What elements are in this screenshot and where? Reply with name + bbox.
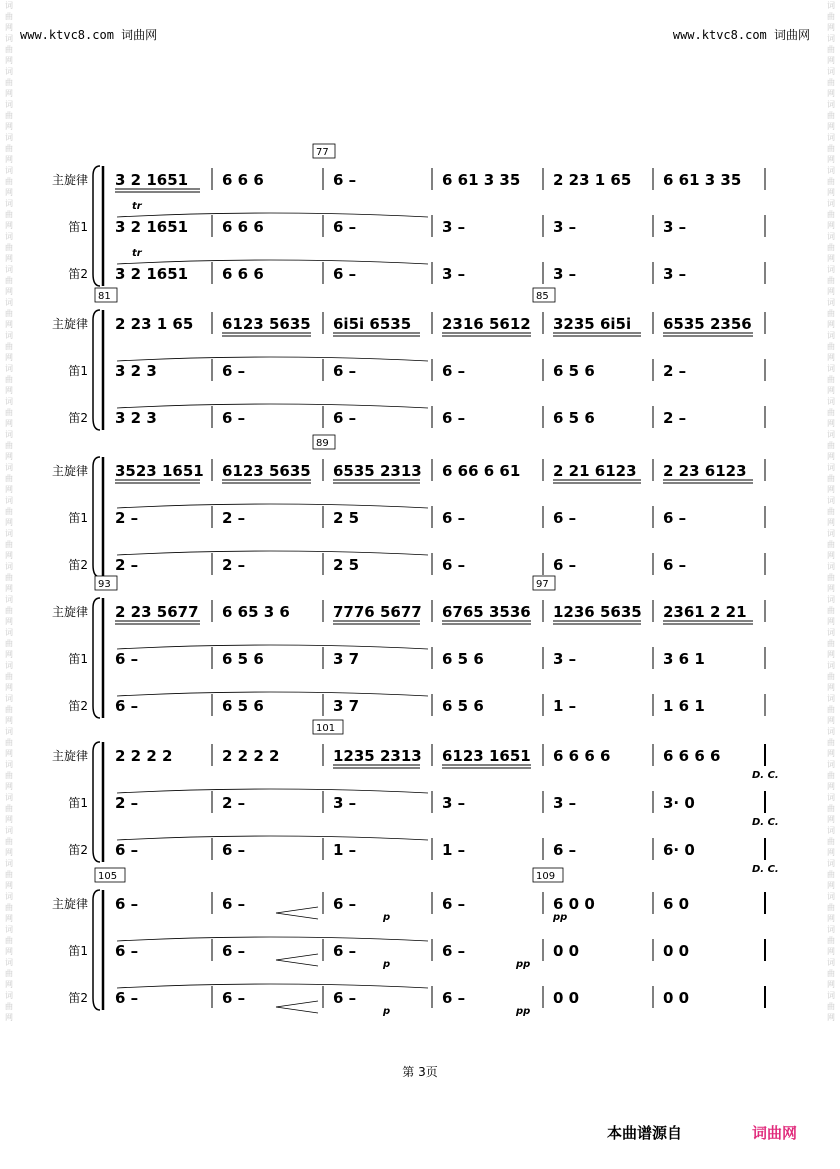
measure-notes: 2 –	[222, 794, 246, 812]
rehearsal-number: 105	[98, 871, 118, 882]
part-label: 笛1	[68, 220, 88, 234]
measure-notes: 6 6 6	[222, 265, 264, 283]
measure-notes: 6 –	[115, 650, 139, 668]
measure-notes: 3 –	[442, 265, 466, 283]
tie-curve	[117, 504, 428, 508]
measure-notes: 6 65 3 6	[222, 603, 290, 621]
tie-curve	[117, 937, 428, 941]
measure-notes: 2 23 1 65	[553, 171, 632, 189]
rehearsal-number: 109	[536, 871, 556, 882]
measure-notes: 2 2 2 2	[115, 747, 173, 765]
measure-notes: 6535 2356	[663, 315, 752, 333]
measure-notes: 2 –	[663, 362, 687, 380]
measure-notes: 3 7	[333, 650, 360, 668]
dynamic-p: p	[383, 959, 391, 970]
measure-notes: 6 –	[442, 509, 466, 527]
part-label: 主旋律	[51, 464, 88, 478]
part-label: 主旋律	[51, 605, 88, 619]
measure-notes: 6 –	[442, 556, 466, 574]
tie-curve	[117, 984, 428, 988]
measure-notes: 6 –	[442, 942, 466, 960]
measure-notes: 2 21 6123	[553, 462, 637, 480]
measure-notes: 6535 2313	[333, 462, 422, 480]
part-label: 笛1	[68, 796, 88, 810]
measure-notes: 1 6 1	[663, 697, 705, 715]
rehearsal-number: 93	[98, 579, 111, 590]
measure-notes: 3523 1651	[115, 462, 204, 480]
measure-notes: 6 5 6	[222, 697, 264, 715]
trill-mark: tr	[132, 201, 142, 212]
measure-notes: 0 0	[663, 942, 690, 960]
part-label: 主旋律	[51, 173, 88, 187]
crescendo-line	[276, 907, 318, 913]
tie-curve	[117, 551, 428, 555]
page-number: 第 3页	[402, 1065, 438, 1079]
measure-notes: 2 23 1 65	[115, 315, 194, 333]
dc-marking: D. C.	[752, 864, 779, 875]
measure-notes: 3 2 3	[115, 362, 157, 380]
measure-notes: 6 –	[553, 556, 577, 574]
measure-notes: 6 –	[442, 895, 466, 913]
measure-notes: 6123 1651	[442, 747, 531, 765]
measure-notes: 1 –	[442, 841, 466, 859]
measure-notes: 6 –	[553, 841, 577, 859]
measure-notes: 6 6 6	[222, 171, 264, 189]
measure-notes: 6 0 0	[553, 895, 595, 913]
measure-notes: 3 2 1651	[115, 171, 189, 189]
dc-marking: D. C.	[752, 817, 779, 828]
part-label: 笛1	[68, 511, 88, 525]
footer-brand-link[interactable]: 词曲网	[752, 1124, 798, 1142]
measure-notes: 6 –	[222, 942, 246, 960]
rehearsal-number: 81	[98, 291, 111, 302]
measure-notes: 1 –	[333, 841, 357, 859]
system-bracket	[93, 166, 100, 286]
measure-notes: 6 –	[222, 895, 246, 913]
trill-mark: tr	[132, 248, 142, 259]
rehearsal-number: 85	[536, 291, 549, 302]
measure-notes: 2 –	[222, 556, 246, 574]
crescendo-line	[276, 954, 318, 960]
measure-notes: 3 –	[333, 794, 357, 812]
measure-notes: 2361 2 21	[663, 603, 747, 621]
measure-notes: 6 5 6	[553, 362, 595, 380]
measure-notes: 7776 5677	[333, 603, 422, 621]
measure-notes: 0 0	[553, 989, 580, 1007]
measure-notes: 6 –	[442, 409, 466, 427]
measure-notes: 6 6 6	[222, 218, 264, 236]
measure-notes: 3 2 1651	[115, 265, 189, 283]
measure-notes: 6 –	[222, 409, 246, 427]
rehearsal-number: 97	[536, 579, 549, 590]
measure-notes: 6 –	[115, 697, 139, 715]
measure-notes: 3 –	[442, 794, 466, 812]
measure-notes: 6 –	[333, 265, 357, 283]
system-bracket	[93, 457, 100, 577]
measure-notes: 6 –	[333, 989, 357, 1007]
part-label: 笛1	[68, 652, 88, 666]
measure-notes: 6 –	[553, 509, 577, 527]
tie-curve	[117, 404, 428, 408]
rehearsal-number: 89	[316, 438, 329, 449]
measure-notes: 6 –	[333, 895, 357, 913]
part-label: 笛2	[68, 699, 88, 713]
dynamic-pp: pp	[516, 959, 531, 970]
measure-notes: 3 –	[663, 265, 687, 283]
tie-curve	[117, 357, 428, 361]
rehearsal-number: 101	[316, 723, 336, 734]
part-label: 笛1	[68, 944, 88, 958]
measure-notes: 3 –	[553, 794, 577, 812]
measure-notes: 3 2 3	[115, 409, 157, 427]
measure-notes: 6 0	[663, 895, 690, 913]
measure-notes: 6 –	[333, 362, 357, 380]
part-label: 笛2	[68, 843, 88, 857]
part-label: 笛1	[68, 364, 88, 378]
measure-notes: 2 –	[115, 794, 139, 812]
measure-notes: 6 –	[442, 989, 466, 1007]
measure-notes: 6 –	[333, 942, 357, 960]
measure-notes: 3 –	[553, 265, 577, 283]
tie-curve	[117, 692, 428, 696]
measure-notes: 3 7	[333, 697, 360, 715]
measure-notes: 6765 3536	[442, 603, 531, 621]
measure-notes: 2 23 5677	[115, 603, 199, 621]
dc-marking: D. C.	[752, 770, 779, 781]
measure-notes: 3 –	[553, 650, 577, 668]
measure-notes: 2 23 6123	[663, 462, 747, 480]
measure-notes: 6 –	[333, 218, 357, 236]
part-label: 主旋律	[51, 897, 88, 911]
measure-notes: 6 –	[115, 841, 139, 859]
dynamic-p: p	[383, 912, 391, 923]
measure-notes: 2 –	[115, 556, 139, 574]
part-label: 笛2	[68, 411, 88, 425]
rehearsal-number: 77	[316, 147, 329, 158]
measure-notes: 6 6 6 6	[663, 747, 721, 765]
measure-notes: 1 –	[553, 697, 577, 715]
tie-curve	[117, 645, 428, 649]
left-watermark-strip: 词曲网词曲网词曲网词曲网词曲网词曲网词曲网词曲网词曲网词曲网词曲网词曲网词曲网词曲网词曲网词曲网词曲网词曲网词曲网词曲网词曲网词曲网词曲网词曲网词曲网词曲网词曲网词曲网词曲网词曲网词曲网	[5, 1, 13, 1022]
measure-notes: 6 –	[222, 841, 246, 859]
measure-notes: 3 2 1651	[115, 218, 189, 236]
measure-notes: 6 5 6	[553, 409, 595, 427]
crescendo-line	[276, 913, 318, 919]
measure-notes: 1236 5635	[553, 603, 642, 621]
part-label: 笛2	[68, 267, 88, 281]
measure-notes: 2 –	[222, 509, 246, 527]
system-bracket	[93, 890, 100, 1010]
measure-notes: 3235 6i5i	[553, 315, 632, 333]
measure-notes: 2 5	[333, 556, 360, 574]
tie-curve	[117, 789, 428, 793]
dynamic-pp: pp	[516, 1006, 531, 1017]
measure-notes: 2 –	[663, 409, 687, 427]
measure-notes: 6 –	[442, 362, 466, 380]
measure-notes: 6 –	[333, 171, 357, 189]
dynamic-p: p	[383, 1006, 391, 1017]
measure-notes: 6 61 3 35	[442, 171, 521, 189]
tie-curve	[117, 836, 428, 840]
measure-notes: 6 –	[115, 989, 139, 1007]
measure-notes: 1235 2313	[333, 747, 422, 765]
measure-notes: 3· 0	[663, 794, 695, 812]
measure-notes: 2 –	[115, 509, 139, 527]
part-label: 笛2	[68, 558, 88, 572]
measure-notes: 6 –	[115, 895, 139, 913]
measure-notes: 6 –	[333, 409, 357, 427]
right-watermark-strip: 词曲网词曲网词曲网词曲网词曲网词曲网词曲网词曲网词曲网词曲网词曲网词曲网词曲网词曲网词曲网词曲网词曲网词曲网词曲网词曲网词曲网词曲网词曲网词曲网词曲网词曲网词曲网词曲网词曲网词曲网词曲网	[827, 1, 835, 1022]
measure-notes: 6123 5635	[222, 315, 311, 333]
part-label: 笛2	[68, 991, 88, 1005]
measure-notes: 6 –	[222, 989, 246, 1007]
measure-notes: 6i5i 6535	[333, 315, 412, 333]
measure-notes: 6123 5635	[222, 462, 311, 480]
measure-notes: 0 0	[553, 942, 580, 960]
measure-notes: 6 –	[222, 362, 246, 380]
measure-notes: 6 66 6 61	[442, 462, 521, 480]
measure-notes: 6· 0	[663, 841, 695, 859]
system-bracket	[93, 598, 100, 718]
footer-source-label: 本曲谱源自	[607, 1124, 683, 1142]
header-right-site: www.ktvc8.com 词曲网	[672, 28, 810, 42]
system-bracket	[93, 310, 100, 430]
measure-notes: 2316 5612	[442, 315, 531, 333]
measure-notes: 6 –	[663, 556, 687, 574]
crescendo-line	[276, 960, 318, 966]
dynamic-pp: pp	[553, 912, 568, 923]
measure-notes: 3 6 1	[663, 650, 705, 668]
measure-notes: 6 5 6	[442, 650, 484, 668]
measure-notes: 3 –	[663, 218, 687, 236]
measure-notes: 2 5	[333, 509, 360, 527]
crescendo-line	[276, 1001, 318, 1007]
measure-notes: 6 –	[663, 509, 687, 527]
part-label: 主旋律	[51, 317, 88, 331]
part-label: 主旋律	[51, 749, 88, 763]
measure-notes: 6 6 6 6	[553, 747, 611, 765]
measure-notes: 6 –	[115, 942, 139, 960]
measure-notes: 0 0	[663, 989, 690, 1007]
measure-notes: 6 61 3 35	[663, 171, 742, 189]
system-bracket	[93, 742, 100, 862]
tie-curve	[117, 260, 428, 264]
tie-curve	[117, 213, 428, 217]
measure-notes: 2 2 2 2	[222, 747, 280, 765]
measure-notes: 6 5 6	[222, 650, 264, 668]
measure-notes: 3 –	[442, 218, 466, 236]
crescendo-line	[276, 1007, 318, 1013]
header-left-site: www.ktvc8.com 词曲网	[20, 28, 158, 42]
measure-notes: 6 5 6	[442, 697, 484, 715]
measure-notes: 3 –	[553, 218, 577, 236]
